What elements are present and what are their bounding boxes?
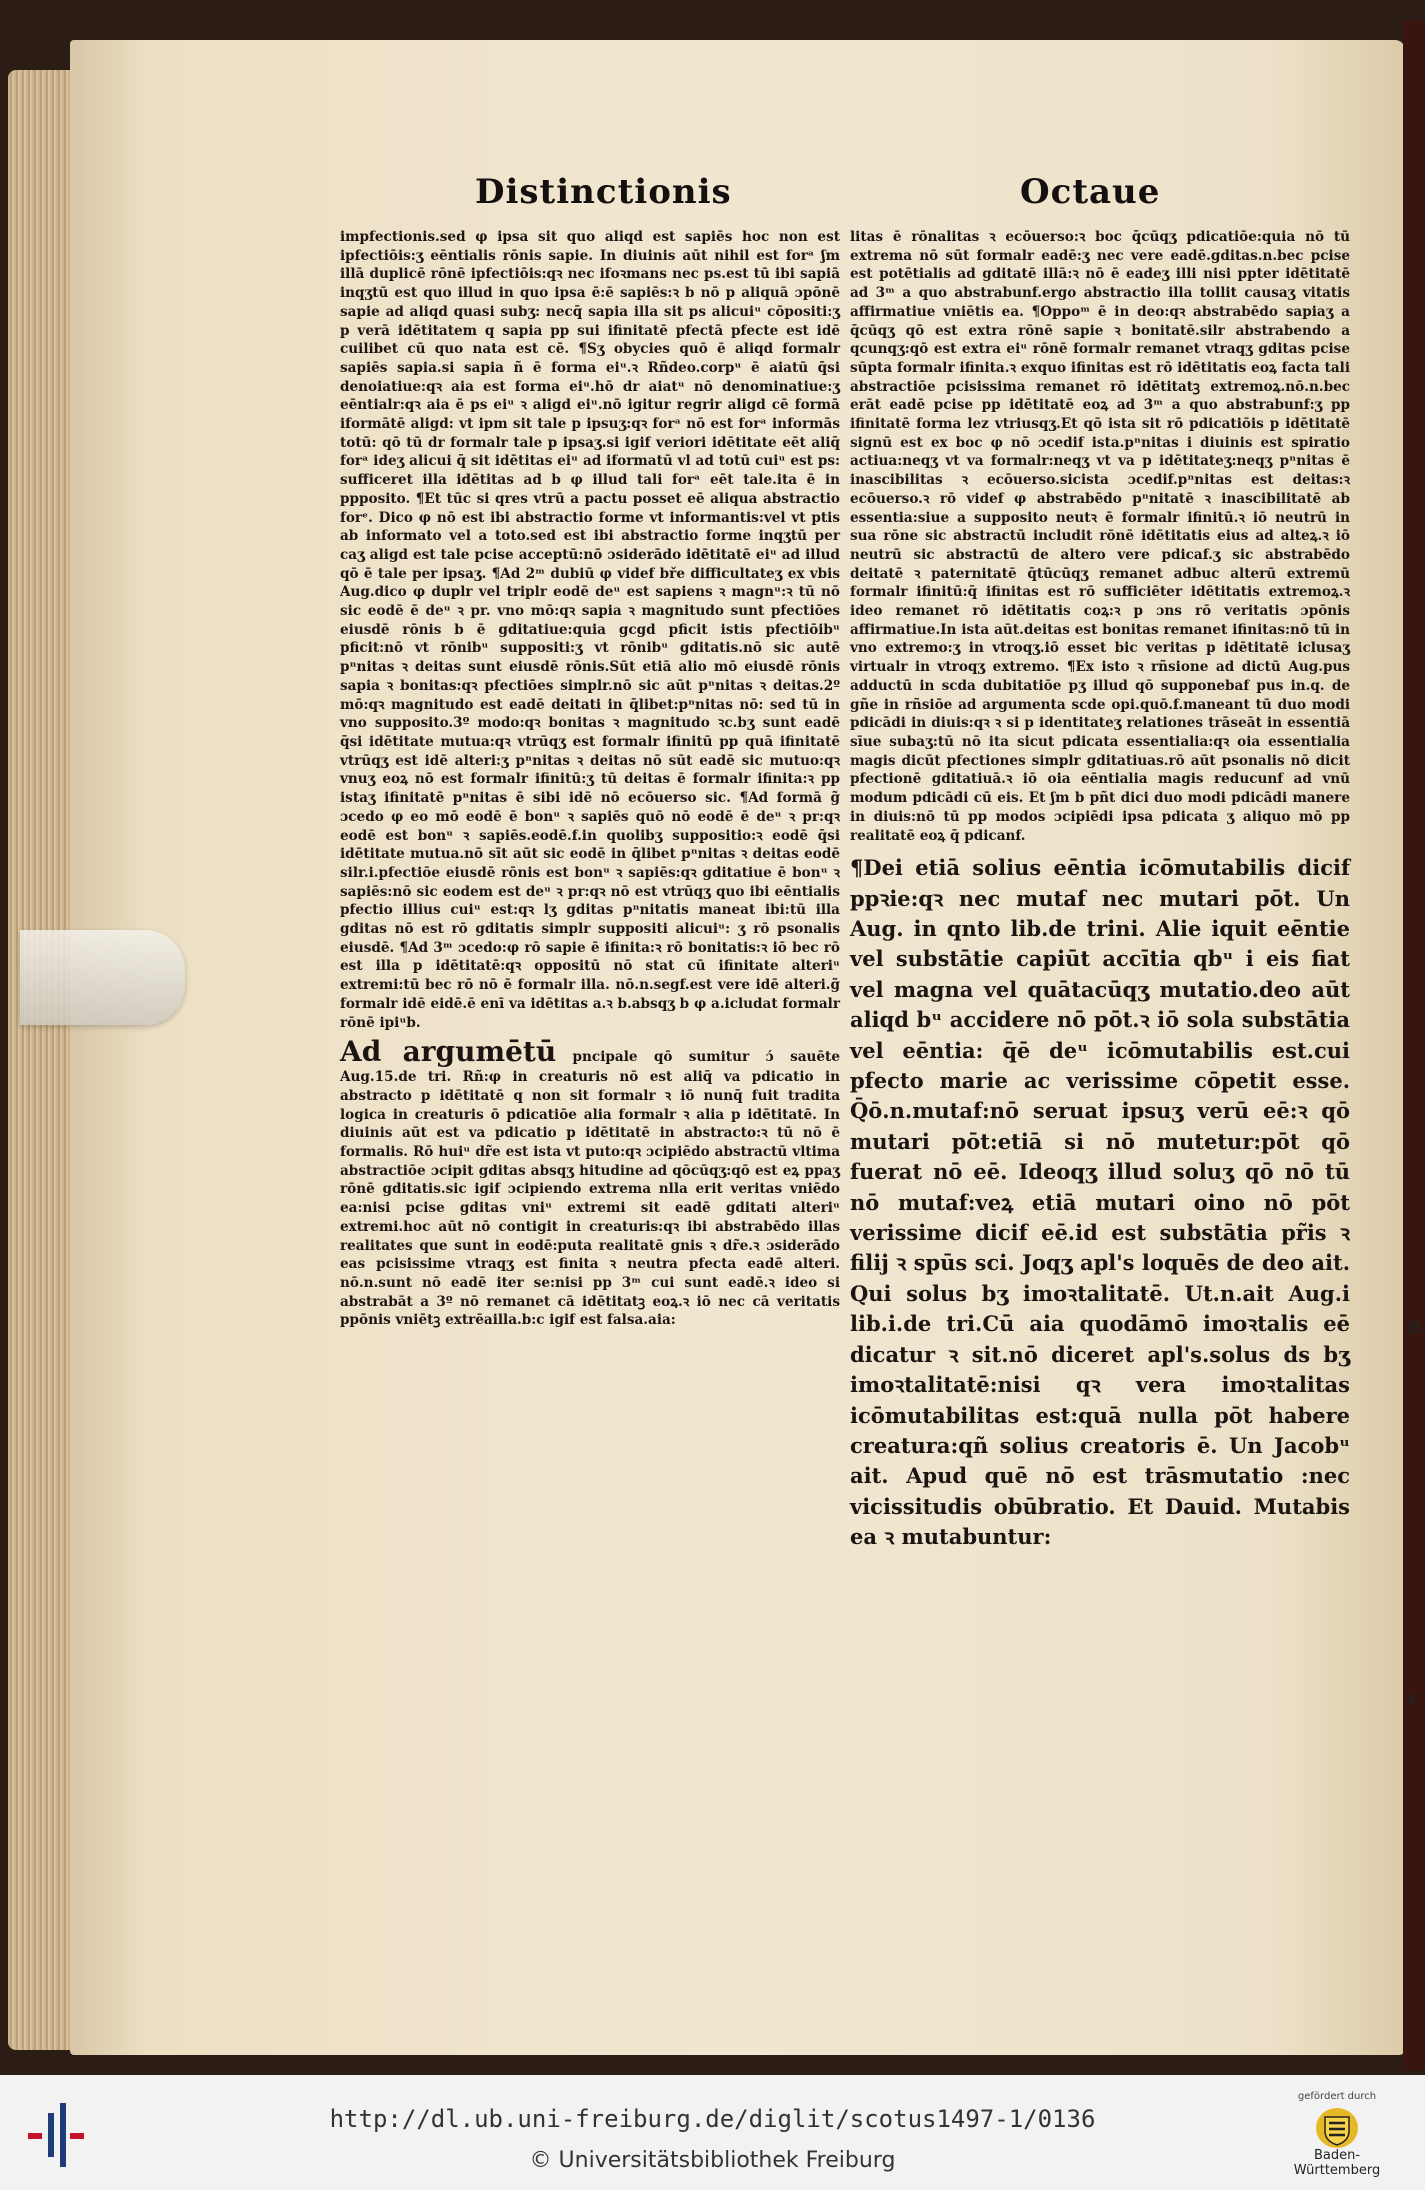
running-head-left: Distinctionis xyxy=(475,172,732,212)
paragraph-right-1: litas ē rōnalitas ꝛ ecōuerso:ꝛ boc q̄cūqʒ pdicatiōe:quia nō tū extrema nō sūt formalr eadē:ʒ nec vere eadē.gditas.n.bec pcise est potētialis ad gditatē illā:ꝛ nō ē eadeʒ illi nisi ppter idētitatē ad 3ᵐ a quo abstrabunf.ergo abstractio illa tollit causaʒ vitatis affirmatiue vniētis ea. ¶Oppoᵐ ē in deo:qꝛ abstrabēdo sapiaʒ a q̄cūqʒ qō est extra rōnē sapie ꝛ bonitatē.silr abstrabendo a qcunqʒ:qō est extra eiᵘ rōnē formalr remanet vtraqʒ gditas pcise sūpta formalr ifinita.ꝛ exquo ifinitas est rō idētitatis eoꝝ facta tali abstractiōe pcisissima remanet rō idētitatꝫ extremoꝝ.nō.n.bec erāt eadē pcise pp idētitatē eoꝝ ad 3ᵐ a quo abstrabunf:ʒ pp ifinitatē forma lez vtriusqʒ.Et qō ista sit rō pdicatiōis p idētitatē signū est ex boc φ nō ɔcedif ista.pⁿnitas i diuinis est spiratio actiua:neqʒ vt va formalr:neqʒ vt va p idētitateʒ:neqʒ pⁿnitas ē inascibilitas ꝛ ecōuerso.sicista ɔcedif.pⁿnitas est deitas:ꝛ ecōuerso.ꝛ rō videf φ abstrabēdo pⁿnitatē ꝛ inascibilitatē ab essentia:siue a supposito neutꝛ ē formalr ifinitū.ꝛ iō neutrū in sua rōne sic abstractū includit rōnē idētitatis eius ad alteꝝ.ꝛ iō neutrū sic abstractū de altero vere pdicaf.ʒ sic abstrabēdo deitatē ꝛ paternitatē q̄tūcūqʒ remanet adbuc alterū extremū formalr ifinitū:q̄ ifinitas est rō sufficiēter idētitatis extremoꝝ.ꝛ ideo remanet rō idētitatis coꝝ:ꝛ p ɔns rō veritatis ɔpōnis affirmatiue.In ista aūt.deitas est bonitas remanet ifinitas:nō tū in vno extremo:ʒ in vtroqʒ.iō esset bic veritas p idētitatē iclusaʒ virtualr in vtroqʒ extremo. ¶Ex isto ꝛ rñsione ad dictū Aug.pus adductū in scda dubitatiōe pʒ illud qō supponebaf pus in.q. de gñe in rñsiōe ad argumenta scde opi.quō.f.maneant tū duo modi pdicādi in diuis:qꝛ ꝛ si p identitateʒ relationes trāseāt in essentiā sīue subaʒ:tū nō ita sicut pdicata essentialia:qꝛ oia essentialia magis dicūt pfectiones simplr gditatiuas.rō aūt psonalis nō dicit pfectionē gditatiuā.ꝛ iō oia eēntialia magis reducunf ad vnū modum pdicādi cū eis. Et ʃm b pñt dici duo modi pdicādi manere in diuis:nō tū pp modos ɔcipiēdi ipsa pdicata ʒ aliquo mō pp realitatē eoꝝ q̄ pdicanf. xyxy=(850,229,1350,844)
text-column-left xyxy=(340,228,840,1748)
text-column-right xyxy=(850,228,1350,1728)
page-holder-clip xyxy=(20,930,185,1025)
paragraph-left-2: Rñ:φ in creaturis nō est aliq̄ va pdicatio in abstracto p idētitatē q non sit formalr ꝛ iō nunq̄ fuit tradita logica in creaturis ō pdicatiōe alia formalr ꝛ alia p idētitatē. In diuinis aūt est va pdicatio p idētitatē in abstracto:ꝛ tū nō ē formalis. Rō huiᵘ dr̃e est ista vt puto:qꝛ ɔcipiēdo abstractū vltima abstractiōe ɔcipit gditas absqʒ hitudine ad qōcūqʒ:qō est eꝝ ppaʒ rōnē gditatis.sic igif ɔcipiendo extrema nlla erit veritas vniēdo ea:nisi pcise gditas vniᵘ extremi sit eadē gditati alteriᵘ extremi.hoc aūt nō contigit in creaturis:qꝛ ibi abstrabēdo illas realitates que sunt in eodē:puta realitatē gnis ꝛ dr̃e.ꝛ ɔsiderādo eas pcisissime vtraqʒ est finita ꝛ neutra pfecta eadē alteri. nō.n.sunt nō eadē iter se:nisi pp 3ᵐ cui sunt eadē.ꝛ ideo si abstrabāt a 3º nō remanet cā idētitatꝫ eoꝝ.ꝛ iō nec cā veritatis ppōnis vniētꝫ extrēailla.b:c igif est falsa.aia: xyxy=(340,1069,840,1329)
page-edges xyxy=(8,70,78,2050)
sponsor-name: Baden-Württemberg xyxy=(1293,2148,1381,2178)
running-head-right: Octaue xyxy=(1020,172,1161,212)
margin-note-c: C xyxy=(1408,1690,1421,1709)
permalink-url[interactable]: http://dl.ub.uni-freiburg.de/diglit/scotus1497-1/0136 xyxy=(329,2105,1096,2133)
viewer-footer xyxy=(0,2075,1425,2190)
sponsor-label: gefördert durch xyxy=(1297,2091,1377,2102)
section-gloss: pncipale qō sumitur ɔ́ sauēte Aug.15.de tri. xyxy=(340,1049,840,1086)
section-initial-heading: Ad argumētū xyxy=(340,1035,557,1069)
state-crest-icon xyxy=(1315,2107,1359,2149)
margin-note-b: B xyxy=(1407,1318,1421,1337)
paragraph-left-1: impfectionis.sed φ ipsa sit quo aliqd est sapiēs hoc non est ipfectiōis:ʒ eēntialis rōnis sapie. In diuinis aūt nihil est forᵃ ʃm illā duplicē rōnē ipfectiōis:qꝛ nec ifoꝛmans nec ps.est tū ibi sapiā inqʒtū est quo illud in quo ipsa ē:ē sapiēs:ꝛ b nō p aliquā ɔpōnē sapie ad aliqd quasi subʒ: necq̄ sapia illa sit ps alicuiᵘ cōpositi:ʒ p verā idētitatem q sapia pp sui ifinitatē pfectā pfecte est idē cuilibet cū quo nata est cē. ¶Sʒ obycies quō ē aliqd formalr sapiēs sapia.si sapia ñ ē forma eiᵘ.ꝛ Rñdeo.corpᵘ ē aiatū q̄si denoiatiue:qꝛ aia est forma eiᵘ.hō dr aiatᵘ nō denominatiue:ʒ eēntialr:qꝛ aia ē ps eiᵘ ꝛ aligd eiᵘ.nō igitur regrir aligd cē formā iformātē aligd: vt ipm sit tale p ipsuʒ:qꝛ forᵃ nō est forᵃ informās totū: qō tū dr formalr tale p ipsaʒ.si igif veriori idētitate eēt aliq̄ forᵃ ideʒ alicui q̄ sit idētitas eiᵘ ad iformatū vl ad totū cuiᵘ est ps: sufficeret illa idētitas ad b φ illud tali forᵃ eēt tale.ita ē in ppposito. ¶Et tūc si qres vtrū a pactu posset eē aliqua abstractio forᵉ. Dico φ nō est ibi abstractio forme vt informantis:vel vt ptis ab informato vel a toto.sed est ibi abstractio forme inqʒtū per caʒ aligd est tale pcise acceptū:nō ɔsiderādo idētitatē eiᵘ ad illud qō ē tale per ipsaʒ. ¶Ad 2ᵐ dubiū φ videf bře difficultateʒ ex vbis Aug.dico φ duplr vel triplr eodē deᵘ est sapiens ꝛ magnᵘ:ꝛ tū nō sic eodē ē deᵘ ꝛ pr. vno mō:qꝛ sapia ꝛ magnitudo sunt pfectiōes eiusdē rōnis b ē gditatiue:quia gcgd pficit istis pfectiōibᵘ pficit:nō vt rōnibᵘ suppositi:ʒ vt rōnibᵘ gditatis.nō sic autē pⁿnitas ꝛ deitas sunt eiusdē rōnis.Sūt etiā alio mō eiusdē rōnis sapia ꝛ bonitas:qꝛ pfectiōes simplr.nō sic aūt pⁿnitas ꝛ deitas.2º mō:qꝛ magnitudo est eadē deitati in q̄libet:pⁿnitas nō: sed tū in vno supposito.3º modo:qꝛ bonitas ꝛ magnitudo ꝛc.bʒ sunt eadē q̄si idētitate mutua:qꝛ vtrūqʒ est formalr ifinitū pp quā ifinitatē vtrūqʒ est idē alteri:ʒ pⁿnitas ꝛ deitas nō sūt eadē sic mutuo:qꝛ vnuʒ eoꝝ nō est formalr ifinitū:ʒ tū deitas ē formalr ifinita:ꝛ pp istaʒ ifinitatē pⁿnitas ē sibi idē nō ecōuerso sic. ¶Ad formā g̃ ɔcedo φ eo mō eodē ē bonᵘ ꝛ sapiēs quō nō eodē ē deᵘ ꝛ pr:qꝛ eodē est bonᵘ ꝛ sapiēs.eodē.f.in quolibʒ suppositio:ꝛ eodē q̄si idētitate mutua.nō sīt aūt sic eodē in q̄libet pⁿnitas ꝛ deitas eodē silr.i.pfectiōe eiusdē rōnis est bonᵘ ꝛ sapiēs:qꝛ gditatiue ē bonᵘ ꝛ sapiēs:nō sic eodem est deᵘ ꝛ pr:qꝛ nō est vtrūqʒ quo ibi eēntialis pfectio illius cuiᵘ est:qꝛ lʒ gditas pⁿnitatis maneat ibi:tū illa gditas nō est rō gditatis simplr suppositi alicuiᵘ: ʒ rō psonalis eiusdē. ¶Ad 3ᵐ ɔcedo:φ rō sapie ē ifinita:ꝛ rō bonitatis:ꝛ iō bec rō est illa p idētitatē:qꝛ oppositū nō stat cū ifinitate alteriᵘ extremi:tū bec rō nō ē formalr illa. nō.n.segf.est vere idē alteri.g̃ formalr idē eidē.ē enī va idētitas a.ꝛ b.absqʒ b φ a.icludat formalr rōnē ipiᵘb. xyxy=(340,229,840,1031)
book-cover-edge xyxy=(1403,20,1425,2070)
copyright-notice: © Universitätsbibliothek Freiburg xyxy=(529,2148,896,2173)
paragraph-right-large: ¶Dei etiā solius eēntia icōmutabilis dicif ppꝛie:qꝛ nec mutaf nec mutari pōt. Un Aug. in qnto lib.de trini. Alie iquit eēntie vel substātie capiūt accītia qbᵘ i eis fiat vel magna vel quātacūqʒ mutatio.deo aūt aliqd bᵘ accidere nō pōt.ꝛ iō sola substātia vel eēntia: q̄ē deᵘ icōmutabilis est.cui pfecto marie ac verissime cōpetit esse. Q̄ō.n.mutaf:nō seruat ipsuʒ verū eē:ꝛ qō mutari pōt:etiā si nō mutetur:pōt qō fuerat nō eē. Ideoqʒ illud soluʒ qō nō tū nō mutaf:veꝝ etiā mutari oino nō pōt verissime dicif eē.id est substātia pr̃is ꝛ filij ꝛ spūs sci. Joqʒ apl's loquēs de deo ait. Qui solus bʒ imoꝛtalitatē. Ut.n.ait Aug.i lib.i.de tri.Cū aia quodāmō imoꝛtalis eē dicatur ꝛ sit.nō diceret apl's.solus ds bʒ imoꝛtalitatē:nisi qꝛ vera imoꝛtalitas icōmutabilitas est:quā nulla pōt habere creatura:qñ solius creatoris ē. Un Jacobᵘ ait. Apud quē nō est trāsmutatio :nec vicissitudis obūbratio. Et Dauid. Mutabis ea ꝛ mutabuntur: xyxy=(850,855,1350,1550)
sponsor-block xyxy=(1277,2091,1397,2178)
